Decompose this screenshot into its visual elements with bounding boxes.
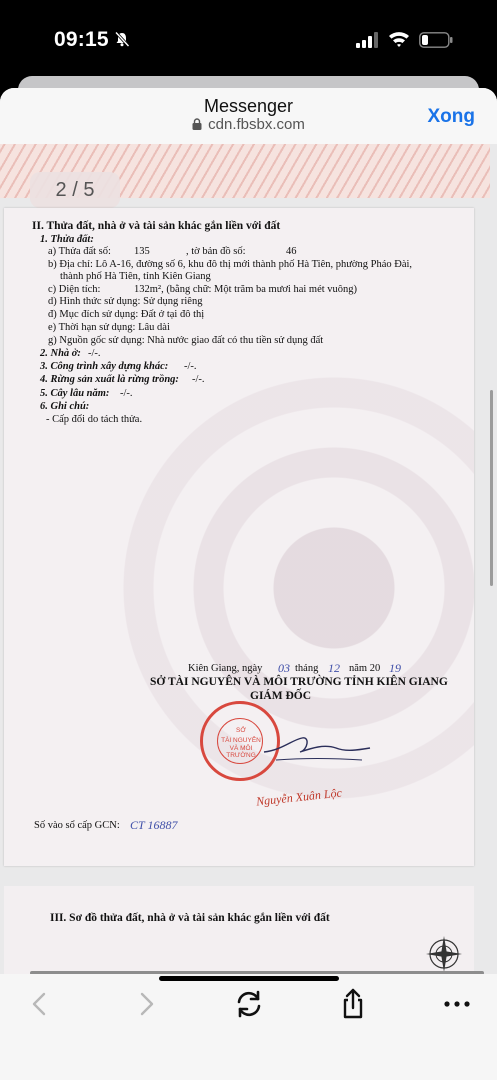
doc-agency: SỞ TÀI NGUYÊN VÀ MÔI TRƯỜNG TỈNH KIÊN GIANG xyxy=(150,676,448,688)
doc-date-year: 19 xyxy=(389,661,401,675)
stamp-text: SỞ xyxy=(236,727,246,734)
doc-text: d) Hình thức sử dụng: Sử dụng riêng xyxy=(48,296,203,307)
item-heading: 1. Thửa đất: xyxy=(40,234,94,245)
bell-slash-icon xyxy=(114,31,130,47)
signature-mark xyxy=(262,730,372,770)
status-time: 09:15 xyxy=(54,28,109,51)
doc-text: g) Nguồn gốc sử dụng: Nhà nước giao đất có thu tiền sử dụng đất xyxy=(48,335,324,346)
doc-date-month: 12 xyxy=(328,661,340,675)
register-value: CT 16887 xyxy=(130,818,178,832)
stamp-text: TÀI NGUYÊN xyxy=(221,737,261,744)
doc-value: 135 xyxy=(134,246,150,257)
page-counter: 2 / 5 xyxy=(30,172,120,208)
more-icon[interactable] xyxy=(439,986,475,1022)
url-label[interactable] xyxy=(0,116,497,133)
document-viewer[interactable] xyxy=(0,144,497,974)
home-indicator[interactable] xyxy=(159,976,339,981)
lock-icon xyxy=(192,118,202,130)
doc-value: -/-. xyxy=(88,348,101,359)
page-title: Messenger xyxy=(203,96,294,116)
browser-header xyxy=(0,88,497,144)
signer-name: Nguyễn Xuân Lộc xyxy=(255,785,343,809)
doc-position: GIÁM ĐỐC xyxy=(250,690,312,702)
forward-arrow-icon[interactable] xyxy=(128,986,164,1022)
doc-value: 46 xyxy=(286,246,297,257)
doc-text: thành phố Hà Tiên, tỉnh Kiên Giang xyxy=(60,271,211,282)
document-page-next xyxy=(4,886,474,974)
bottom-toolbar xyxy=(0,974,497,1080)
item-heading: 3. Công trình xây dựng khác: xyxy=(40,361,169,372)
item-heading: 4. Rừng sản xuất là rừng trồng: xyxy=(40,374,179,385)
doc-text: đ) Mục đích sử dụng: Đất ở tại đô thị xyxy=(48,309,205,320)
cellular-signal-icon xyxy=(356,32,378,48)
doc-date-day: 03 xyxy=(278,661,290,675)
doc-text: , tờ bản đồ số: xyxy=(186,246,246,257)
item-heading: 2. Nhà ở: xyxy=(40,348,81,359)
doc-value: -/-. xyxy=(120,388,133,399)
doc-value: 132m², (bằng chữ: Một trăm ba mươi hai mét vuông) xyxy=(134,284,358,295)
doc-text: a) Thửa đất số: xyxy=(48,246,111,257)
doc-text: e) Thời hạn sử dụng: Lâu dài xyxy=(48,322,170,333)
doc-date-month-label: tháng xyxy=(295,663,319,674)
section-heading: II. Thửa đất, nhà ở và tài sản khác gắn liền với đất xyxy=(32,220,281,232)
doc-date-prefix: Kiên Giang, ngày xyxy=(188,663,263,674)
register-label: Số vào sổ cấp GCN: xyxy=(34,820,120,831)
doc-text: c) Diện tích: xyxy=(48,284,101,295)
item-heading: 6. Ghi chú: xyxy=(40,401,90,412)
item-heading: 5. Cây lâu năm: xyxy=(40,388,110,399)
doc-text: b) Địa chỉ: Lô A-16, đường số 6, khu đô thị mới thành phố Hà Tiên, phường Pháo Đài, xyxy=(48,259,413,270)
stamp-inner-ring xyxy=(217,718,263,764)
back-arrow-icon[interactable] xyxy=(22,986,58,1022)
url-text: cdn.fbsbx.com xyxy=(208,116,305,133)
browser-sheet xyxy=(0,88,497,1080)
doc-value: -/-. xyxy=(184,361,197,372)
stamp-text: VÀ MÔI TRƯỜNG xyxy=(226,745,256,759)
share-icon[interactable] xyxy=(335,986,371,1022)
status-bar xyxy=(0,0,497,78)
compass-icon xyxy=(426,930,462,972)
doc-date-year-label: năm 20 xyxy=(349,663,381,674)
section-heading: III. Sơ đồ thửa đất, nhà ở và tài sản khác gắn liền với đất xyxy=(50,912,330,924)
vertical-scrollbar[interactable] xyxy=(490,390,493,586)
done-button[interactable]: Xong xyxy=(427,106,475,127)
reload-icon[interactable] xyxy=(231,986,267,1022)
doc-value: -/-. xyxy=(192,374,205,385)
wifi-icon xyxy=(388,30,410,48)
doc-note: - Cấp đổi do tách thửa. xyxy=(46,414,143,425)
battery-icon xyxy=(419,32,453,48)
